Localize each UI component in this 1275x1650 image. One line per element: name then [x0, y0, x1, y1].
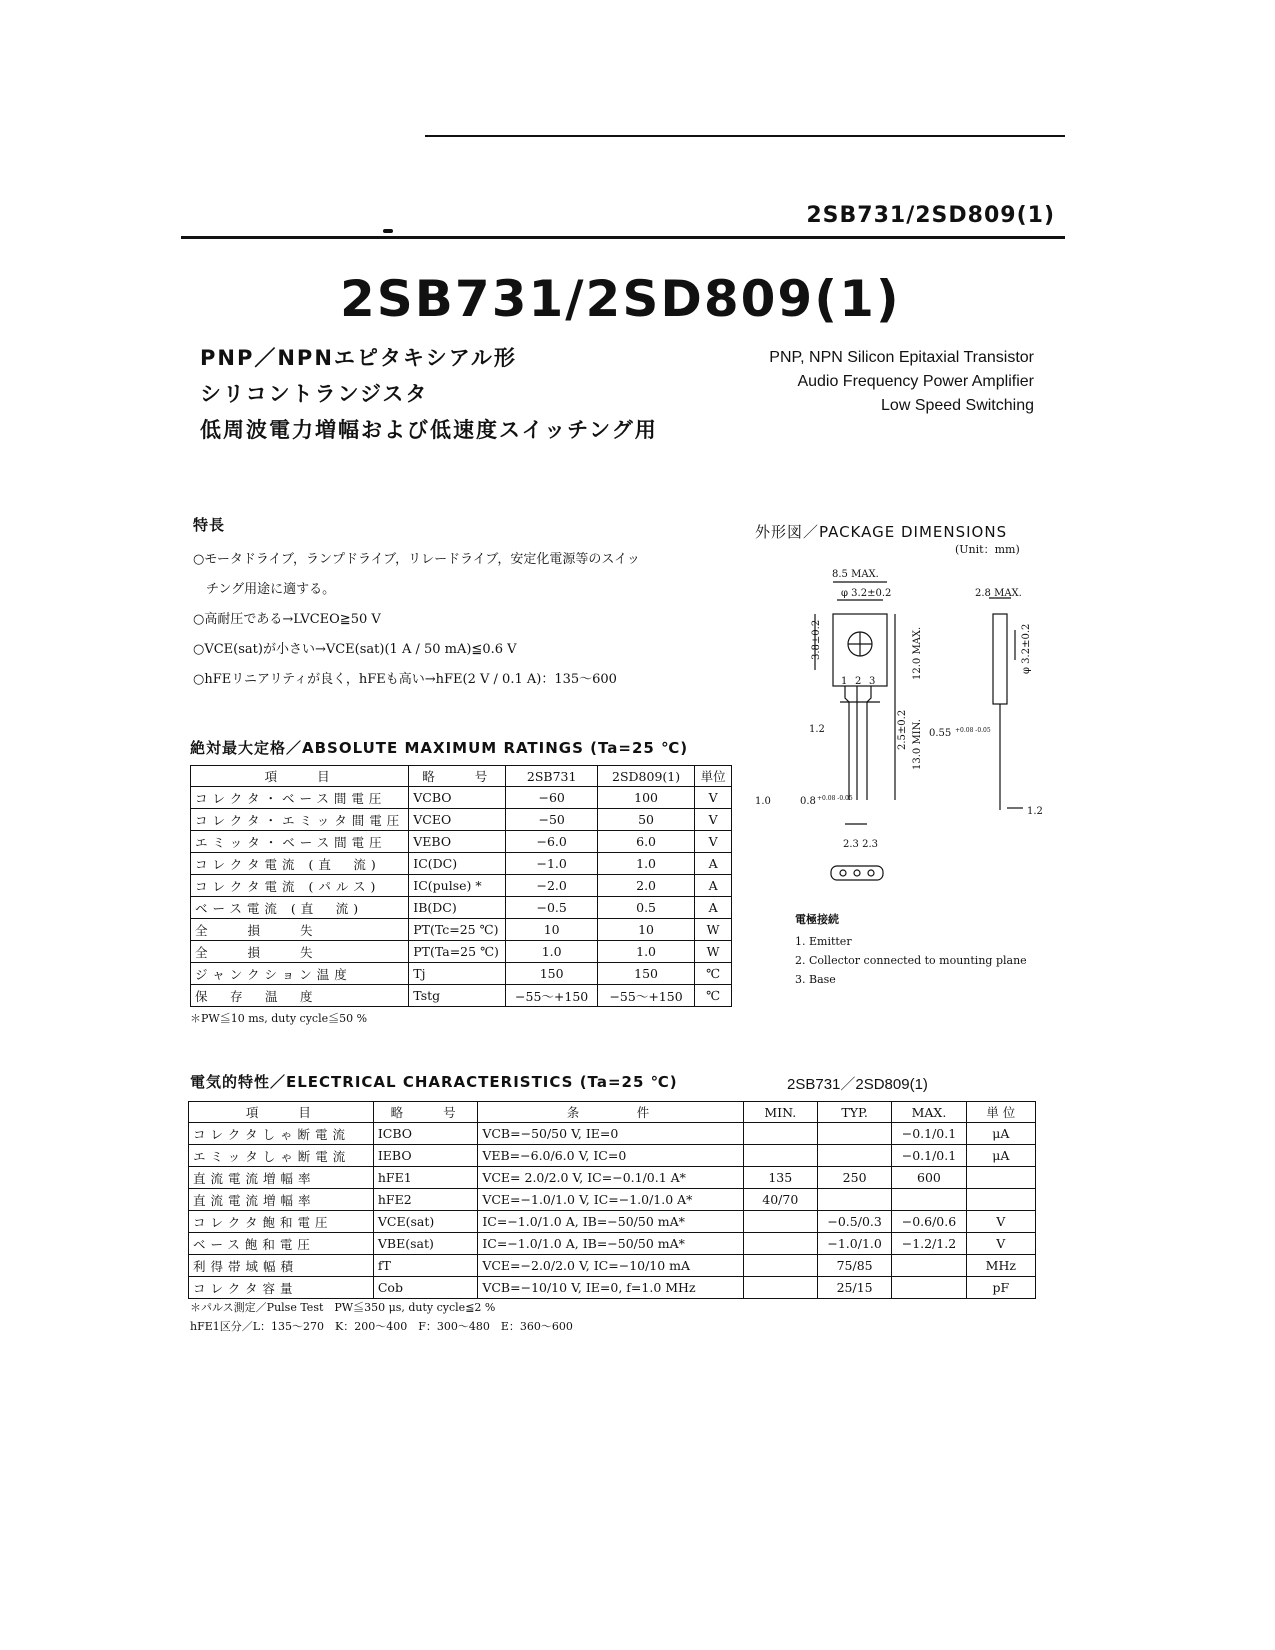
table-cell: −0.6/0.6 [892, 1211, 966, 1233]
table-cell: −1.0/1.0 [817, 1233, 891, 1255]
abs-max-table [190, 765, 732, 1007]
table-row [191, 831, 732, 853]
table-cell: VCEO [409, 809, 506, 831]
table-cell: IB(DC) [409, 897, 506, 919]
table-cell: VBE(sat) [373, 1233, 477, 1255]
table-cell: −60 [506, 787, 598, 809]
table-row [189, 1255, 1036, 1277]
table-cell: 10 [506, 919, 598, 941]
table-cell: VCE= 2.0/2.0 V, IC=−0.1/0.1 A* [478, 1167, 743, 1189]
col-header: 単 位 [966, 1102, 1035, 1123]
table-cell [892, 1189, 966, 1211]
table-cell: IC=−1.0/1.0 A, IB=−50/50 mA* [478, 1233, 743, 1255]
package-heading: 外形図／PACKAGE DIMENSIONS [755, 523, 1008, 541]
table-cell: コレクタ・エミッタ間電圧 [191, 809, 409, 831]
table-cell: −6.0 [506, 831, 598, 853]
table-cell: コレクタ飽和電圧 [189, 1211, 374, 1233]
subtitle-en-line: PNP, NPN Silicon Epitaxial Transistor [769, 349, 1034, 366]
table-cell: hFE1 [373, 1167, 477, 1189]
dim-side-hole: φ 3.2±0.2 [1021, 623, 1032, 674]
table-cell: Tj [409, 963, 506, 985]
table-row [189, 1277, 1036, 1299]
table-cell: 直流電流増幅率 [189, 1189, 374, 1211]
feature-item: ○VCE(sat)が小さい→VCE(sat)(1 A / 50 mA)≦0.6 V [193, 642, 517, 657]
table-cell: A [695, 897, 732, 919]
header-rule [181, 236, 1065, 239]
table-cell: 75/85 [817, 1255, 891, 1277]
table-cell: ℃ [695, 963, 732, 985]
table-cell: VCE=−2.0/2.0 V, IC=−10/10 mA [478, 1255, 743, 1277]
table-cell: 600 [892, 1167, 966, 1189]
table-cell: ベース飽和電圧 [189, 1233, 374, 1255]
feature-item: ○モータドライブ，ランプドライブ，リレードライブ，安定化電源等のスイッ [193, 552, 640, 567]
table-cell: VCB=−50/50 V, IE=0 [478, 1123, 743, 1145]
table-cell [966, 1189, 1035, 1211]
table-cell: 0.5 [597, 897, 694, 919]
side-body [993, 614, 1007, 704]
table-cell: 1.0 [597, 941, 694, 963]
package-unit: (Unit：mm) [955, 543, 1020, 556]
table-cell [743, 1277, 817, 1299]
table-cell: コレクタ容量 [189, 1277, 374, 1299]
table-cell: IC(DC) [409, 853, 506, 875]
table-cell: −2.0 [506, 875, 598, 897]
col-header: MIN. [743, 1102, 817, 1123]
bottom-view [831, 866, 883, 880]
electrodes-heading: 電極接続 [795, 913, 839, 926]
col-header: 単位 [695, 766, 732, 787]
features-heading: 特長 [193, 516, 226, 534]
lead-1 [845, 686, 849, 800]
subtitle-jp-line: 低周波電力増幅および低速度スイッチング用 [200, 418, 658, 442]
table-cell [892, 1255, 966, 1277]
table-cell: VCBO [409, 787, 506, 809]
col-header: 2SB731 [506, 766, 598, 787]
col-header: 項 目 [191, 766, 409, 787]
subtitle-jp-line: PNP／NPNエピタキシアル形 [200, 346, 517, 370]
dim-tol: 1.0 [755, 796, 771, 807]
feature-item: チング用途に適する。 [193, 582, 336, 597]
table-cell: 100 [597, 787, 694, 809]
table-cell: エミッタしゃ断電流 [189, 1145, 374, 1167]
table-cell: IC(pulse) * [409, 875, 506, 897]
elec-notes [190, 1298, 573, 1336]
table-cell: 2.0 [597, 875, 694, 897]
table-row [189, 1145, 1036, 1167]
table-cell: V [695, 831, 732, 853]
table-row [191, 941, 732, 963]
table-cell: pF [966, 1277, 1035, 1299]
table-cell [817, 1145, 891, 1167]
table-row [189, 1167, 1036, 1189]
dim-width: 8.5 MAX. [832, 569, 879, 580]
table-row [191, 919, 732, 941]
table-cell: 40/70 [743, 1189, 817, 1211]
table-row [189, 1233, 1036, 1255]
dim-lead-len: 13.0 MIN. [912, 719, 923, 770]
col-header: 略 号 [409, 766, 506, 787]
table-cell: 1.0 [597, 853, 694, 875]
pin-1: 1 [841, 676, 848, 687]
table-cell [743, 1211, 817, 1233]
table-cell: 150 [597, 963, 694, 985]
table-row [191, 853, 732, 875]
col-header: TYP. [817, 1102, 891, 1123]
dim-depth: 2.8 MAX. [975, 588, 1022, 599]
table-cell: VCE=−1.0/1.0 V, IC=−1.0/1.0 A* [478, 1189, 743, 1211]
table-cell: 50 [597, 809, 694, 831]
table-row [189, 1189, 1036, 1211]
table-cell: コレクタ・ベース間電圧 [191, 787, 409, 809]
table-cell: VEBO [409, 831, 506, 853]
table-cell: μA [966, 1145, 1035, 1167]
abs-max-note: ＊PW≦10 ms, duty cycle≦50 % [190, 1012, 368, 1025]
feature-item: ○高耐圧である→LVCEO≧50 V [193, 612, 381, 627]
table-cell [817, 1189, 891, 1211]
elec-table [188, 1101, 1036, 1299]
table-cell: −0.5/0.3 [817, 1211, 891, 1233]
dim-lead-tt: +0.08 -0.05 [955, 727, 991, 734]
table-cell: −0.1/0.1 [892, 1123, 966, 1145]
table-cell: コレクタしゃ断電流 [189, 1123, 374, 1145]
pin-3: 3 [869, 676, 876, 687]
table-cell: hFE2 [373, 1189, 477, 1211]
dim-side-b: 1.2 [1027, 806, 1043, 817]
table-cell: MHz [966, 1255, 1035, 1277]
table-cell: A [695, 853, 732, 875]
table-cell: 10 [597, 919, 694, 941]
table-cell: Tstg [409, 985, 506, 1007]
table-cell: Cob [373, 1277, 477, 1299]
table-cell: V [695, 787, 732, 809]
table-cell: 6.0 [597, 831, 694, 853]
subtitle-en-line: Low Speed Switching [881, 397, 1034, 414]
subtitle-en-line: Audio Frequency Power Amplifier [797, 373, 1034, 390]
elec-part-ref: 2SB731／2SD809(1) [787, 1076, 928, 1093]
dim-thick: 0.8 [800, 796, 816, 807]
subtitle-jp [200, 340, 658, 448]
table-cell: コレクタ電流 (直 流) [191, 853, 409, 875]
table-cell: 250 [817, 1167, 891, 1189]
page-title: 2SB731/2SD809(1) [340, 270, 901, 328]
table-cell: ℃ [695, 985, 732, 1007]
elec-note: hFE1区分／L：135～270 K：200～400 F：300～480 E：360～600 [190, 1320, 573, 1333]
table-cell [966, 1167, 1035, 1189]
table-header-row [191, 766, 732, 787]
electrode-item: 2. Collector connected to mounting plane [795, 954, 1027, 967]
table-cell [743, 1123, 817, 1145]
electrode-item: 1. Emitter [795, 935, 852, 948]
table-cell: PT(Ta=25 ℃) [409, 941, 506, 963]
table-cell: W [695, 941, 732, 963]
table-row [189, 1123, 1036, 1145]
table-cell: A [695, 875, 732, 897]
col-header: MAX. [892, 1102, 966, 1123]
electrodes [795, 910, 1027, 989]
table-cell: VEB=−6.0/6.0 V, IC=0 [478, 1145, 743, 1167]
table-cell: V [695, 809, 732, 831]
table-cell: ベース電流 (直 流) [191, 897, 409, 919]
table-cell: ICBO [373, 1123, 477, 1145]
table-cell [743, 1255, 817, 1277]
table-cell: −0.1/0.1 [892, 1145, 966, 1167]
table-cell: ジャンクション温度 [191, 963, 409, 985]
table-cell [817, 1123, 891, 1145]
table-cell: IC=−1.0/1.0 A, IB=−50/50 mA* [478, 1211, 743, 1233]
lead-3 [867, 686, 871, 800]
dim-pitch: 2.3 2.3 [843, 839, 878, 850]
table-cell: 1.0 [506, 941, 598, 963]
table-cell: PT(Tc=25 ℃) [409, 919, 506, 941]
subtitle-jp-line: シリコントランジスタ [200, 382, 429, 406]
features-list [193, 545, 753, 695]
table-cell: 135 [743, 1167, 817, 1189]
table-cell [743, 1145, 817, 1167]
col-header: 2SD809(1) [597, 766, 694, 787]
dim-body: 12.0 MAX. [912, 626, 923, 680]
elec-note: ＊パルス測定／Pulse Test PW≦350 μs, duty cycle≦2 % [190, 1301, 496, 1314]
dim-lead-t: 0.55 [929, 728, 952, 739]
abs-max-heading: 絶対最大定格／ABSOLUTE MAXIMUM RATINGS (Ta=25 ℃) [190, 739, 689, 757]
table-cell: コレクタ電流 (パルス) [191, 875, 409, 897]
table-cell: V [966, 1211, 1035, 1233]
table-row [191, 897, 732, 919]
table-cell: 利得帯域幅積 [189, 1255, 374, 1277]
table-cell: 全 損 失 [191, 941, 409, 963]
table-row [191, 963, 732, 985]
table-cell: −1.0 [506, 853, 598, 875]
package-drawing [745, 560, 1055, 890]
table-cell: 保 存 温 度 [191, 985, 409, 1007]
table-cell: −55～+150 [506, 985, 598, 1007]
table-cell: VCB=−10/10 V, IE=0, f=1.0 MHz [478, 1277, 743, 1299]
table-cell: IEBO [373, 1145, 477, 1167]
table-cell: エミッタ・ベース間電圧 [191, 831, 409, 853]
pin-2: 2 [855, 676, 862, 687]
registration-mark [383, 229, 393, 233]
electrode-item: 3. Base [795, 973, 836, 986]
table-row [189, 1211, 1036, 1233]
header-part-number: 2SB731/2SD809(1) [806, 203, 1055, 228]
table-header-row [189, 1102, 1036, 1123]
dim-lead-w: 1.2 [809, 724, 825, 735]
table-cell: μA [966, 1123, 1035, 1145]
table-cell: W [695, 919, 732, 941]
col-header: 条 件 [478, 1102, 743, 1123]
table-row [191, 809, 732, 831]
table-row [191, 985, 732, 1007]
table-cell: V [966, 1233, 1035, 1255]
table-cell: 150 [506, 963, 598, 985]
dim-hole: φ 3.2±0.2 [841, 588, 892, 599]
table-cell [743, 1233, 817, 1255]
top-rule [425, 135, 1065, 137]
table-cell: −1.2/1.2 [892, 1233, 966, 1255]
table-row [191, 787, 732, 809]
feature-item: ○hFEリニアリティが良く，hFEも高い→hFE(2 V / 0.1 A)：135～600 [193, 672, 617, 687]
col-header: 略 号 [373, 1102, 477, 1123]
elec-heading: 電気的特性／ELECTRICAL CHARACTERISTICS (Ta=25 ℃) [190, 1073, 678, 1091]
dim-top: 3.8±0.2 [811, 619, 822, 660]
dim-step: 2.5±0.2 [897, 709, 908, 750]
table-cell: fT [373, 1255, 477, 1277]
col-header: 項 目 [189, 1102, 374, 1123]
table-cell: 25/15 [817, 1277, 891, 1299]
table-cell: −0.5 [506, 897, 598, 919]
table-cell: VCE(sat) [373, 1211, 477, 1233]
table-cell: 直流電流増幅率 [189, 1167, 374, 1189]
table-cell [892, 1277, 966, 1299]
table-cell: −55～+150 [597, 985, 694, 1007]
table-cell: −50 [506, 809, 598, 831]
table-cell: 全 損 失 [191, 919, 409, 941]
dim-thick-t: +0.08 -0.05 [817, 795, 853, 802]
table-row [191, 875, 732, 897]
subtitle-en [769, 346, 1034, 418]
